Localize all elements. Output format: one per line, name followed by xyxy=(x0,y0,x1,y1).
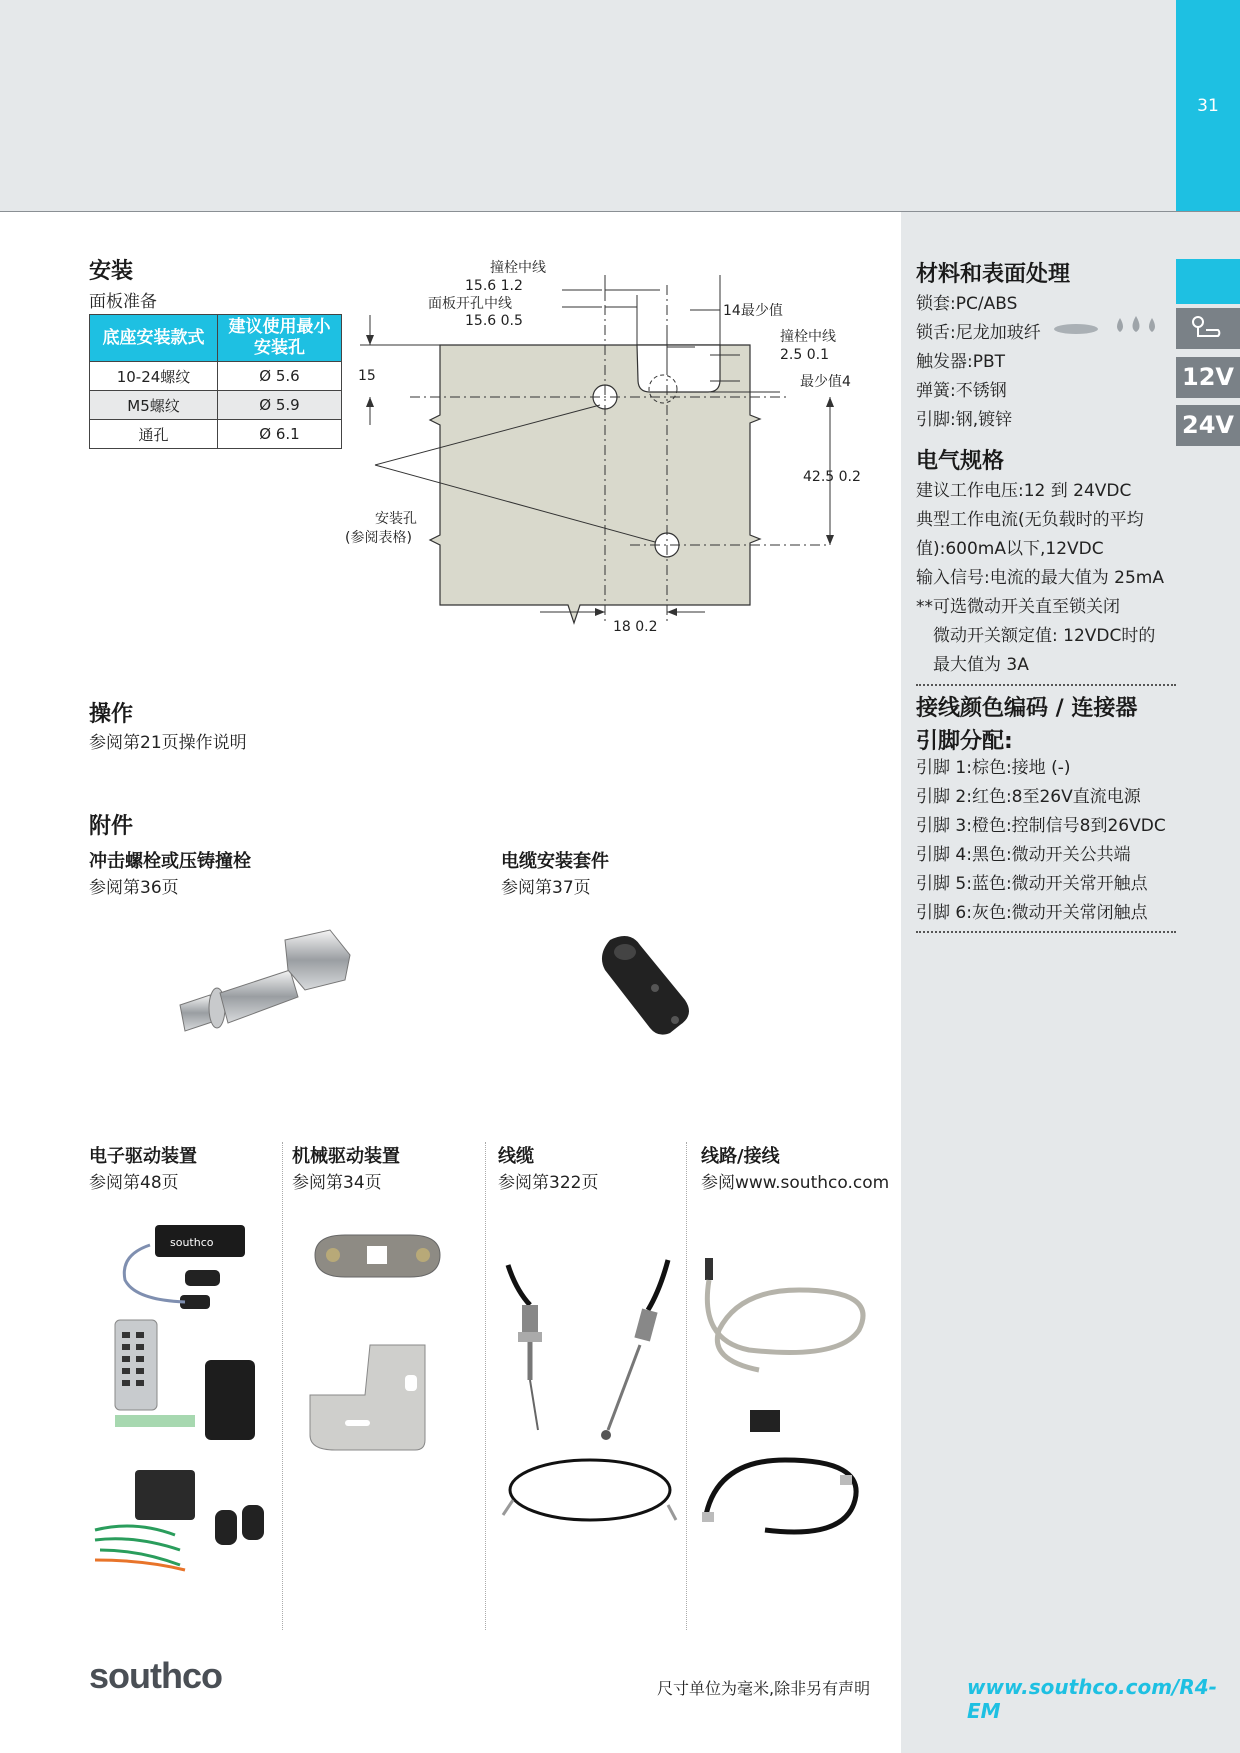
mounting-hole-table xyxy=(89,314,342,449)
label-dim15: 15 xyxy=(358,368,376,384)
table-cell: Ø 5.6 xyxy=(218,362,342,391)
column-divider xyxy=(686,1142,687,1630)
striker-bolt-image xyxy=(170,925,370,1050)
electrical-item: **可选微动开关直至锁关闭 xyxy=(916,597,1120,617)
materials-title: 材料和表面处理 xyxy=(916,262,1071,287)
label-dim42: 42.5 0.2 xyxy=(803,469,861,485)
label-bolt-dim: 15.6 1.2 xyxy=(465,278,523,294)
tab-12v[interactable]: 12V xyxy=(1176,357,1240,398)
accessory-ref: 参阅第36页 xyxy=(89,878,179,898)
drive-ref: 参阅第322页 xyxy=(498,1173,599,1193)
drive-title: 线缆 xyxy=(498,1146,534,1167)
footer-url[interactable]: www.southco.com/R4-EM xyxy=(967,1675,1217,1723)
label-bolt-center-2: 撞栓中线 xyxy=(780,329,836,345)
environment-icons xyxy=(1052,312,1162,342)
cable-image xyxy=(498,1250,683,1560)
drive-ref: 参阅第34页 xyxy=(292,1173,382,1193)
drive-title: 机械驱动装置 xyxy=(292,1146,400,1167)
southco-logo: southco xyxy=(89,1655,222,1696)
label-bolt-dim-2: 2.5 0.1 xyxy=(780,347,829,363)
operation-title: 操作 xyxy=(89,702,134,727)
divider xyxy=(916,931,1176,933)
column-divider xyxy=(282,1142,283,1630)
table-header: 底座安装款式 xyxy=(90,315,218,362)
wiring-item: 引脚 4:黑色:微动开关公共端 xyxy=(916,845,1131,865)
panel-cutout-diagram xyxy=(330,255,870,645)
wiring-list xyxy=(916,754,1176,928)
header-band xyxy=(0,0,1240,212)
label-min4: 最少值4 xyxy=(800,374,851,390)
table-row xyxy=(90,420,342,449)
wiring-subtitle: 引脚分配: xyxy=(916,729,1013,754)
label-min14: 14最少值 xyxy=(723,303,783,319)
latch-icon xyxy=(1188,314,1228,344)
table-row xyxy=(90,362,342,391)
accessory-title: 电缆安装套件 xyxy=(501,851,609,872)
accessories-title: 附件 xyxy=(89,814,134,839)
latch-icon-tab xyxy=(1176,308,1240,349)
accessory-title: 冲击螺栓或压铸撞栓 xyxy=(89,851,251,872)
electronic-drive-image xyxy=(90,1220,280,1590)
tab-24v[interactable]: 24V xyxy=(1176,405,1240,446)
install-title: 安装 xyxy=(89,259,134,284)
label-panel-dim: 15.6 0.5 xyxy=(465,313,523,329)
wiring-harness-image xyxy=(700,1250,880,1540)
footer-note: 尺寸单位为毫米,除非另有声明 xyxy=(657,1679,871,1698)
drive-title: 线路/接线 xyxy=(701,1146,780,1167)
label-bolt-center: 撞栓中线 xyxy=(490,260,546,276)
accessory-ref: 参阅第37页 xyxy=(501,878,591,898)
page-number: 31 xyxy=(1197,96,1219,116)
materials-item: 锁舌:尼龙加玻纤 xyxy=(916,323,1041,343)
drive-title: 电子驱动装置 xyxy=(89,1146,197,1167)
materials-item: 引脚:钢,镀锌 xyxy=(916,410,1013,430)
drive-ref: 参阅www.southco.com xyxy=(701,1173,890,1193)
wiring-item: 引脚 6:灰色:微动开关常闭触点 xyxy=(916,903,1148,923)
table-cell: 10-24螺纹 xyxy=(90,362,218,391)
sidebar-tab-accent xyxy=(1176,259,1240,304)
wiring-item: 引脚 1:棕色:接地 (-) xyxy=(916,758,1071,778)
label-dim18: 18 0.2 xyxy=(613,619,658,635)
cable-mount-kit-image xyxy=(595,930,705,1045)
materials-item: 弹簧:不锈钢 xyxy=(916,381,1007,401)
electrical-item: 最大值为 3A xyxy=(933,655,1029,675)
label-mount-hole-ref: (参阅表格) xyxy=(345,530,412,546)
materials-item: 锁套:PC/ABS xyxy=(916,294,1018,314)
wiring-item: 引脚 3:橙色:控制信号8到26VDC xyxy=(916,816,1166,836)
table-cell: 通孔 xyxy=(90,420,218,449)
table-cell: Ø 6.1 xyxy=(218,420,342,449)
panel-slot xyxy=(637,345,720,392)
electrical-item: 典型工作电流(无负载时的平均 xyxy=(916,510,1144,530)
divider xyxy=(916,684,1176,686)
svg-text:southco: southco xyxy=(170,1236,214,1249)
column-divider xyxy=(485,1142,486,1630)
electrical-item: 微动开关额定值: 12VDC时的 xyxy=(933,626,1156,646)
drive-ref: 参阅第48页 xyxy=(89,1173,179,1193)
electrical-list xyxy=(916,477,1176,680)
operation-text: 参阅第21页操作说明 xyxy=(89,733,247,753)
wiring-item: 引脚 2:红色:8至26V直流电源 xyxy=(916,787,1141,807)
table-header: 建议使用最小安装孔 xyxy=(218,315,342,362)
label-panel-center: 面板开孔中线 xyxy=(428,296,512,312)
table-row xyxy=(90,391,342,420)
wiring-item: 引脚 5:蓝色:微动开关常开触点 xyxy=(916,874,1148,894)
electrical-item: 输入信号:电流的最大值为 25mA xyxy=(916,568,1164,588)
electrical-item: 建议工作电压:12 到 24VDC xyxy=(916,481,1132,501)
install-subtitle: 面板准备 xyxy=(89,292,157,312)
materials-item: 触发器:PBT xyxy=(916,352,1006,372)
wiring-title: 接线颜色编码 / 连接器 xyxy=(916,696,1138,721)
table-cell: Ø 5.9 xyxy=(218,391,342,420)
label-mount-hole: 安装孔 xyxy=(375,511,417,527)
table-cell: M5螺纹 xyxy=(90,391,218,420)
electrical-item: 值):600mA以下,12VDC xyxy=(916,539,1104,559)
mechanical-drive-image xyxy=(305,1230,465,1470)
electrical-title: 电气规格 xyxy=(916,449,1005,474)
